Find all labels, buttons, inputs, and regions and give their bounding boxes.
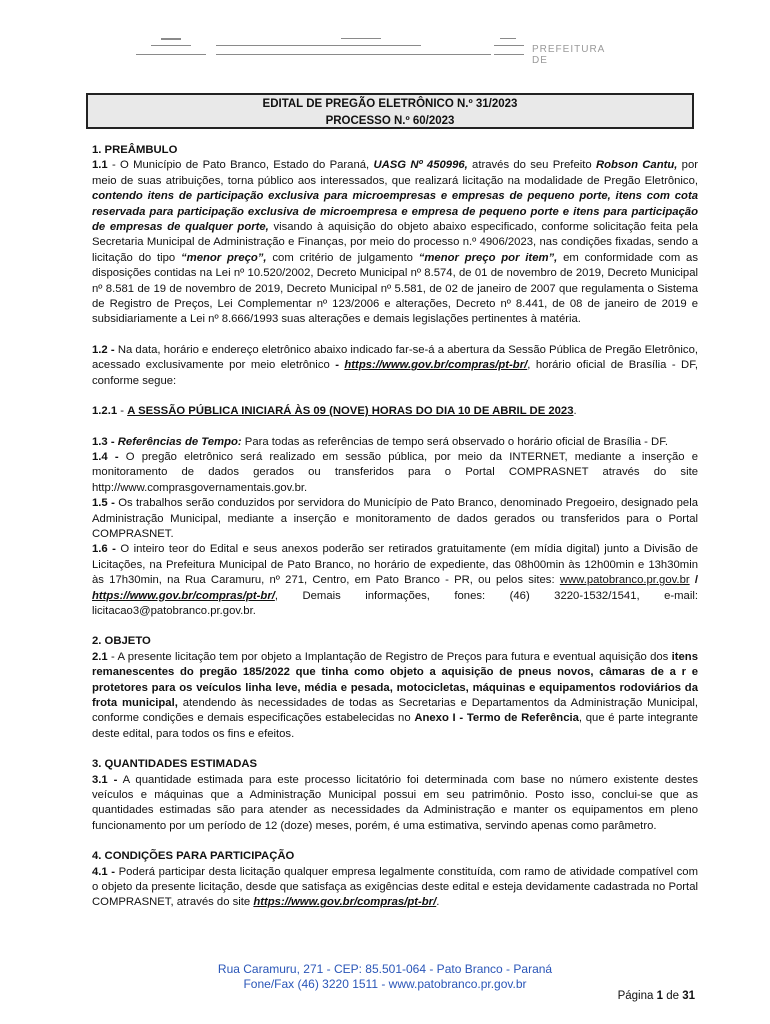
paragraph-2-1: 2.1 - A presente licitação tem por objeto a Implantação de Registro de Preços para futura e eventual aquisição dos itens remanescentes do pregão 185/2022 que tinha como objeto a aquisição de pneus novos, câmaras de a r e protetores para os veículos linha leve, média e pesada, motocicletas, máquinas e equipamentos rodoviários da frota municipal, atendendo às necessidades de todas as Secretarias e Departamentos da Administração Municipal, conforme condições e demais especificações estabelecidas no Anexo I - Termo de Referência, que é parte integrante deste edital, para todos os fins e efeitos. [92, 650, 699, 740]
paragraph-1-2-1: 1.2.1 - A SESSÃO PÚBLICA INICIARÁ ÀS 09 (NOVE) HORAS DO DIA 10 DE ABRIL DE 2023. [92, 405, 577, 418]
letterhead-graphic [311, 36, 491, 58]
footer-address: Rua Caramuru, 271 - CEP: 85.501-064 - Pato Branco - Paraná [217, 962, 553, 976]
paragraph-4-1: 4.1 - Poderá participar desta licitação qualquer empresa legalmente constituída, com ramo de atividade compatível com o objeto da presente licitação, desde que satisfaça as exigências deste edital e esteja devidamente cadastrada no Portal COMPRASNET, através do site https://www.gov.br/compras/pt-br/. [92, 865, 698, 909]
processo-title: PROCESSO N.º 60/2023 [325, 115, 455, 127]
compras-link[interactable]: https://www.gov.br/compras/pt-br/ [92, 589, 275, 602]
letterhead-logo [96, 36, 616, 66]
paragraph-1-3: 1.3 - Referências de Tempo: Para todas as referências de tempo será observado o horário oficial de Brasília - DF. [92, 435, 668, 448]
paragraph-3-1: 3.1 - A quantidade estimada para este processo licitatório foi determinada com base no número existente destes veículos e máquinas que a Administração Municipal possui em seu patrimônio. Posto isso, conclui-se que as quantidades estimadas são para atender as necessidades da Administração e manter os equipamentos em pleno funcionamento por um período de 12 (doze) meses, porém, é uma estimativa, servindo apenas como parâmetro. [92, 773, 698, 832]
letterhead-graphic [494, 36, 524, 58]
compras-link[interactable]: https://www.gov.br/compras/pt-br/ [344, 359, 528, 372]
paragraph-1-2: 1.2 - Na data, horário e endereço eletrônico abaixo indicado far-se-á a abertura da Sessão Pública de Pregão Eletrônico, acessado exclusivamente por meio eletrônico - https://www.gov.br/compras/pt-br/, horário oficial de Brasília - DF, conforme segue: [92, 343, 698, 387]
section-heading-preambulo: 1. PREÂMBULO [92, 144, 178, 156]
page-footer [0, 962, 770, 992]
document-body [92, 143, 698, 911]
paragraph-1-1: 1.1 - O Município de Pato Branco, Estado do Paraná, UASG Nº 450996, através do seu Prefeito Robson Cantu, por meio de suas atribuições, torna público aos interessados, que realizará licitação na modalidade de Pregão Eletrônico, contendo itens de participação exclusiva para microempresas e empresas de pequeno porte, itens com cota reservada para participação exclusiva de microempresa e empresa de pequeno porte e itens para participação de empresas de qualquer porte, visando à aquisição do objeto abaixo especificado, conforme solicitação feita pela Secretaria Municipal de Administração e Finanças, por meio do processo n.º 4906/2023, nas condições fixadas, sendo a licitação do tipo “menor preço”, com critério de julgamento “menor preço por item”, em conformidade com as disposições contidas na Lei nº 10.520/2002, Decreto Municipal nº 8.574, de 01 de novembro de 2019, Decreto Municipal nº 8.581 de 19 de novembro de 2019, Decreto Municipal nº 5.581, de 02 de janeiro de 2007 que regulamenta o Sistema de Registro de Preços, Lei Complementar nº 123/2006 e alterações, Decreto nº 8.441, de 08 de janeiro de 2019 e subsidiariamente a Lei nº 8.666/1993 suas alterações e demais legislações pertinentes à matéria. [92, 159, 699, 326]
section-heading-objeto: 2. OBJETO [92, 635, 151, 648]
edital-title: EDITAL DE PREGÃO ELETRÔNICO N.º 31/2023 [262, 98, 518, 110]
footer-contact: Fone/Fax (46) 3220 1511 - www.patobranco.pr.gov.br [243, 977, 527, 991]
paragraph-1-4: 1.4 - O pregão eletrônico será realizado em sessão pública, por meio da INTERNET, mediante a inserção e monitoramento de dados gerados ou transferidos para o Portal COMPRASNET através do site http://www.comprasgovernamentais.gov.br. [92, 450, 698, 494]
paragraph-1-6: 1.6 - O inteiro teor do Edital e seus anexos poderão ser retirados gratuitamente (em mídia digital) junto a Divisão de Licitações, na Prefeitura Municipal de Pato Branco, no horário de expediente, das 08h00min às 12h00min e 13h30min às 17h30min, na Rua Caramuru, nº 271, Centro, em Pato Branco - PR, ou pelos sites: www.patobranco.pr.gov.br / https://www.gov.br/compras/pt-br/, Demais informações, fones: (46) 3220-1532/1541, e-mail: licitacao3@patobranco.pr.gov.br. [92, 543, 699, 617]
page-number: Página 1 de 31 [617, 990, 695, 1002]
section-heading-quantidades: 3. QUANTIDADES ESTIMADAS [92, 758, 258, 771]
letterhead-graphic [216, 36, 326, 58]
letterhead-graphic [136, 36, 206, 58]
letterhead-label: PREFEITURA DE [532, 44, 605, 66]
edital-title-box [86, 93, 694, 129]
section-heading-condicoes: 4. CONDIÇÕES PARA PARTICIPAÇÃO [92, 850, 295, 863]
patobranco-link[interactable]: www.patobranco.pr.gov.br [559, 574, 690, 587]
compras-link[interactable]: https://www.gov.br/compras/pt-br/ [253, 896, 437, 909]
paragraph-1-5: 1.5 - Os trabalhos serão conduzidos por servidora do Município de Pato Branco, denominado Pregoeiro, designado pela Administração Municipal, mediante a inserção e monitoramento de dados gerados ou transferidos para o Portal COMPRASNET. [92, 497, 698, 540]
session-start-notice: A SESSÃO PÚBLICA INICIARÁ ÀS 09 (NOVE) HORAS DO DIA 10 DE ABRIL DE 2023 [127, 405, 574, 418]
